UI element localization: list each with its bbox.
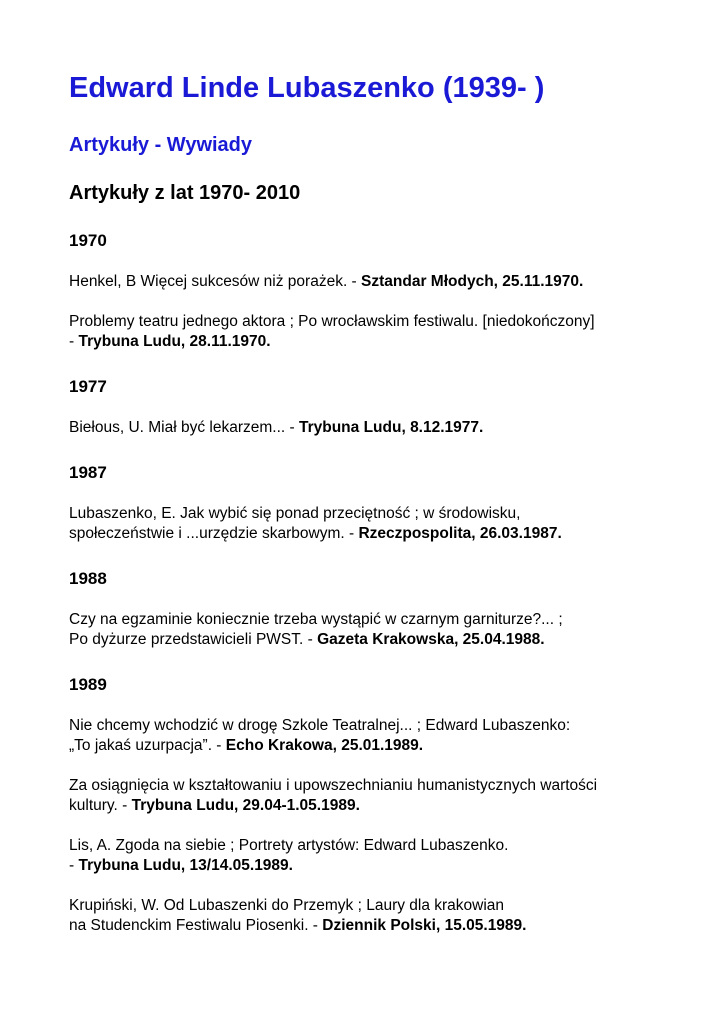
article-source: Sztandar Młodych, 25.11.1970. — [361, 273, 584, 290]
article-source: Echo Krakowa, 25.01.1989. — [225, 737, 424, 754]
article-entry — [69, 836, 664, 876]
article-citation: Za osiągnięcia w kształtowaniu i upowszechnianiu humanistycznych wartości kultury. - — [69, 777, 598, 814]
year-block — [69, 462, 664, 544]
article-citation: Nie chcemy wchodzić w drogę Szkole Teatralnej... ; Edward Lubaszenko: „To jakaś uzurpacja”. - — [69, 717, 571, 754]
year-heading: 1987 — [69, 463, 107, 482]
year-heading: 1977 — [69, 377, 107, 396]
article-list — [69, 504, 664, 544]
article-entry — [69, 418, 664, 438]
article-source: Rzeczpospolita, 26.03.1987. — [358, 525, 562, 542]
article-list — [69, 418, 664, 438]
article-source: Dziennik Polski, 15.05.1989. — [322, 917, 527, 934]
year-block — [69, 568, 664, 650]
year-list — [69, 230, 664, 936]
article-citation: Problemy teatru jednego aktora ; Po wrocławskim festiwalu. [niedokończony] - — [69, 313, 595, 350]
article-citation: Krupiński, W. Od Lubaszenki do Przemyk ; Laury dla krakowian na Studenckim Festiwalu Piosenki. - — [69, 897, 505, 934]
article-source: Trybuna Ludu, 28.11.1970. — [78, 333, 271, 350]
article-list — [69, 610, 664, 650]
article-entry — [69, 312, 664, 352]
year-block — [69, 230, 664, 352]
article-entry — [69, 504, 664, 544]
article-entry — [69, 272, 664, 292]
article-entry — [69, 716, 664, 756]
page-title: Edward Linde Lubaszenko (1939- ) — [69, 72, 545, 104]
article-entry — [69, 776, 664, 816]
article-citation: Lubaszenko, E. Jak wybić się ponad przeciętność ; w środowisku, społeczeństwie i ...urzędzie skarbowym. - — [69, 505, 521, 542]
year-block — [69, 674, 664, 936]
year-heading: 1989 — [69, 675, 107, 694]
year-heading: 1970 — [69, 231, 107, 250]
page-subtitle-link[interactable]: Artykuły - Wywiady — [69, 134, 253, 156]
section-heading: Artykuły z lat 1970- 2010 — [69, 182, 301, 204]
article-citation: Czy na egzaminie koniecznie trzeba wystąpić w czarnym garniturze?... ; Po dyżurze przedstawicieli PWST. - — [69, 611, 563, 648]
article-source: Trybuna Ludu, 13/14.05.1989. — [78, 857, 293, 874]
article-list — [69, 272, 664, 352]
year-heading: 1988 — [69, 569, 107, 588]
article-source: Gazeta Krakowska, 25.04.1988. — [317, 631, 545, 648]
article-list — [69, 716, 664, 936]
article-entry — [69, 896, 664, 936]
article-entry — [69, 610, 664, 650]
article-citation: Biełous, U. Miał być lekarzem... - — [69, 419, 299, 436]
article-citation: Henkel, B Więcej sukcesów niż porażek. - — [69, 273, 362, 290]
article-source: Trybuna Ludu, 8.12.1977. — [298, 419, 484, 436]
article-citation: Lis, A. Zgoda na siebie ; Portrety artystów: Edward Lubaszenko. - — [69, 837, 509, 874]
year-block — [69, 376, 664, 438]
article-source: Trybuna Ludu, 29.04-1.05.1989. — [131, 797, 360, 814]
